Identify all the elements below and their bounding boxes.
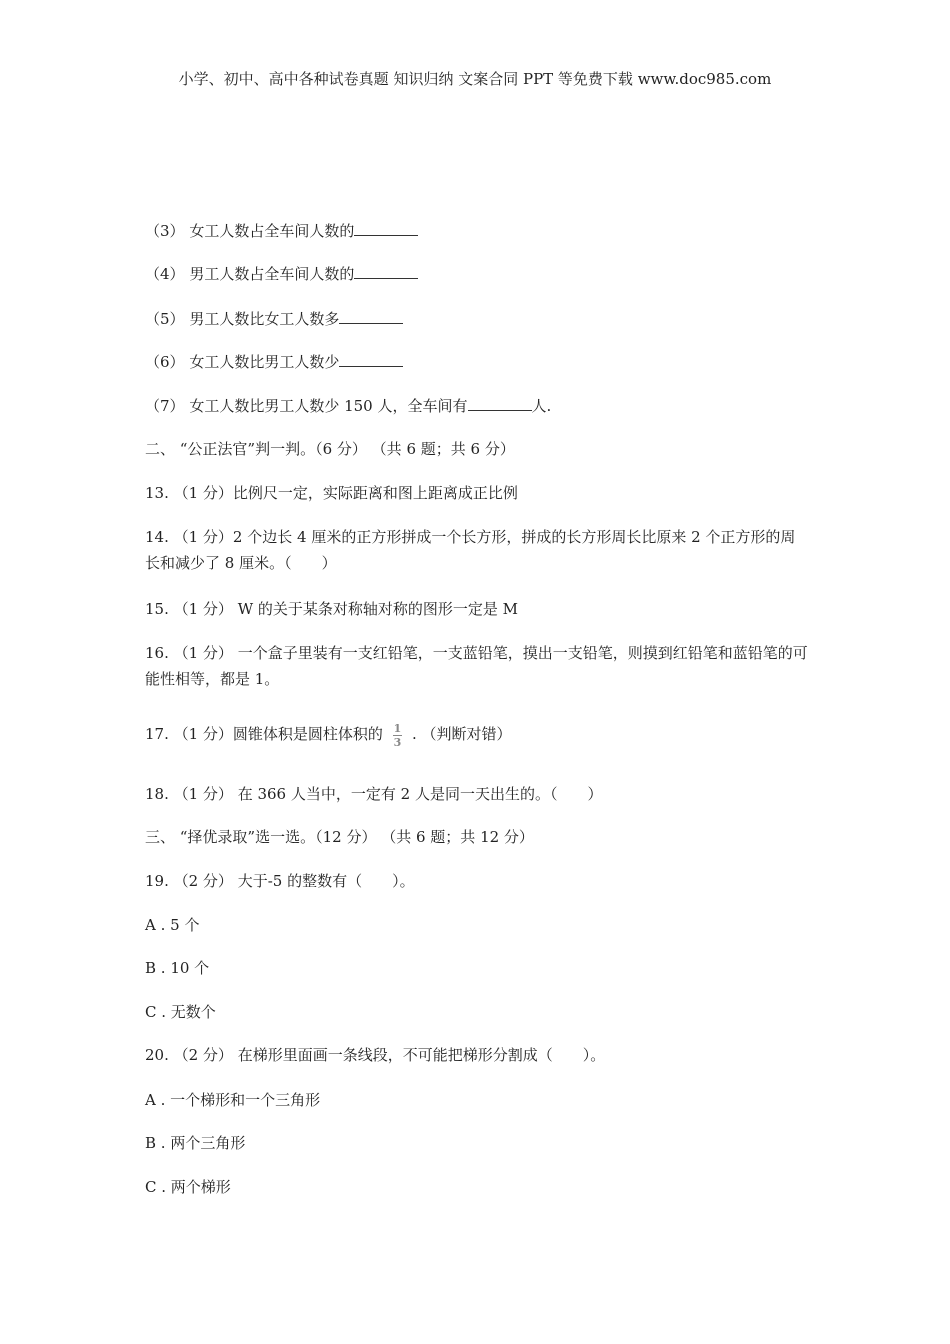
section-heading-3: 三、 “择优录取”选一选。（12 分） （共 6 题；共 12 分） [145, 828, 534, 846]
question-14: 14. （1 分）2 个边长 4 厘米的正方形拼成一个长方形，拼成的长方形周长比原来 2 个正方形的周长和减少了 8 厘米。（ ） [145, 528, 796, 572]
section-heading-2: 二、 “公正法官”判一判。（6 分） （共 6 题；共 6 分） [145, 440, 515, 458]
question-15: 15. （1 分） W 的关于某条对称轴对称的图形一定是 M [145, 600, 519, 618]
fraction-one-third: $\frac{1}{3}$ [393, 721, 402, 749]
question-13: 13. （1 分）比例尺一定，实际距离和图上距离成正比例 [145, 484, 518, 502]
fill-item-3: （3） 女工人数占全车间人数的 [145, 221, 418, 241]
fill-item-6: （6） 女工人数比男工人数少 [145, 352, 403, 372]
option-19-c[interactable]: C . 无数个 [145, 1003, 216, 1021]
fill-item-5: （5） 男工人数比女工人数多 [145, 309, 403, 329]
answer-blank[interactable] [354, 264, 418, 279]
answer-blank[interactable] [339, 309, 403, 324]
fill-item-4: （4） 男工人数占全车间人数的 [145, 264, 418, 284]
option-19-a[interactable]: A . 5 个 [145, 916, 200, 934]
question-17: 17. （1 分）圆锥体积是圆柱体积的 $\frac{1}{3}$ . （判断对错） [145, 721, 512, 749]
question-16: 16. （1 分） 一个盒子里装有一支红铅笔，一支蓝铅笔，摸出一支铅笔，则摸到红铅笔和蓝铅笔的可能性相等，都是 1。 [145, 644, 808, 688]
option-19-b[interactable]: B . 10 个 [145, 959, 210, 977]
answer-blank[interactable] [468, 396, 532, 411]
question-20: 20. （2 分） 在梯形里面画一条线段，不可能把梯形分割成（ ）。 [145, 1046, 606, 1064]
answer-blank[interactable] [339, 352, 403, 367]
question-19: 19. （2 分） 大于-5 的整数有（ ）。 [145, 872, 415, 890]
option-20-c[interactable]: C . 两个梯形 [145, 1178, 231, 1196]
answer-blank[interactable] [354, 221, 418, 236]
option-20-b[interactable]: B . 两个三角形 [145, 1134, 246, 1152]
option-20-a[interactable]: A . 一个梯形和一个三角形 [145, 1091, 321, 1109]
fill-item-7: （7） 女工人数比男工人数少 150 人，全车间有 人. [145, 397, 552, 415]
page-header: 小学、初中、高中各种试卷真题 知识归纳 文案合同 PPT 等免费下载 www.doc985.com [178, 70, 772, 88]
question-18: 18. （1 分） 在 366 人当中，一定有 2 人是同一天出生的。（ ） [145, 785, 603, 803]
